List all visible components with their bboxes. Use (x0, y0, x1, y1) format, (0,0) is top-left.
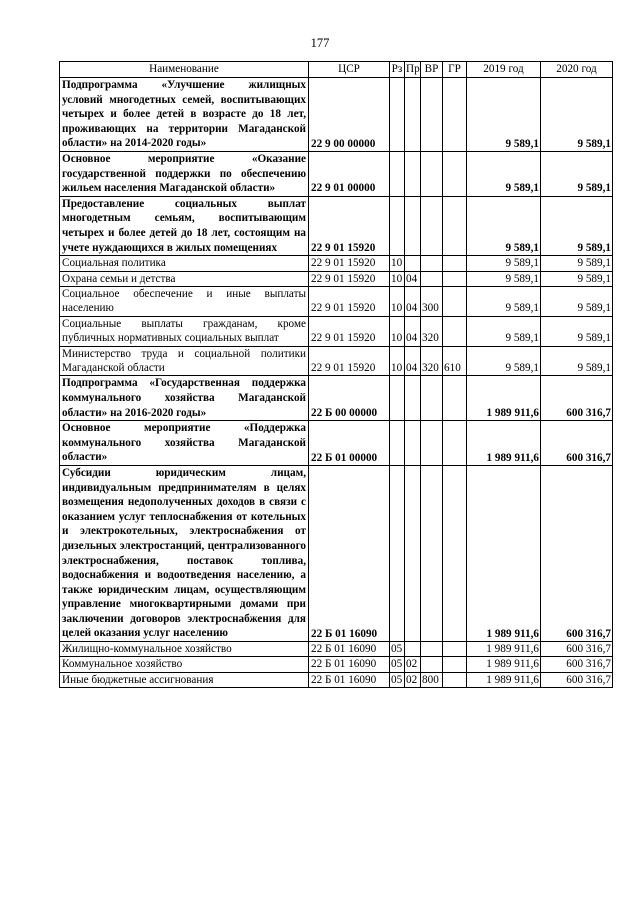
row-rz (390, 196, 405, 255)
row-pr (405, 376, 421, 421)
row-vr (421, 421, 443, 466)
row-gr: 610 (443, 346, 467, 376)
row-amount-2019: 9 589,1 (467, 196, 541, 255)
row-name: Основное мероприятие «Поддержка коммунального хозяйства Магаданской области» (60, 421, 309, 466)
row-amount-2019: 1 989 911,6 (467, 376, 541, 421)
row-amount-2019: 9 589,1 (467, 271, 541, 286)
row-gr (443, 271, 467, 286)
row-rz: 10 (390, 271, 405, 286)
row-amount-2019: 9 589,1 (467, 346, 541, 376)
header-2020: 2020 год (541, 62, 613, 78)
row-pr (405, 465, 421, 641)
row-name: Социальные выплаты гражданам, кроме публичных нормативных социальных выплат (60, 316, 309, 346)
row-amount-2020: 600 316,7 (541, 657, 613, 672)
table-row (60, 346, 613, 376)
row-vr (421, 271, 443, 286)
row-amount-2019: 9 589,1 (467, 286, 541, 316)
table-row (60, 256, 613, 271)
row-amount-2020: 600 316,7 (541, 465, 613, 641)
row-pr (405, 78, 421, 152)
row-pr: 04 (405, 271, 421, 286)
row-pr: 04 (405, 346, 421, 376)
header-2019: 2019 год (467, 62, 541, 78)
row-pr (405, 256, 421, 271)
row-pr (405, 151, 421, 196)
row-rz: 05 (390, 642, 405, 657)
budget-table (59, 61, 613, 688)
row-pr: 02 (405, 672, 421, 687)
row-csr: 22 9 01 15920 (309, 196, 390, 255)
row-csr: 22 Б 01 16090 (309, 642, 390, 657)
row-vr: 800 (421, 672, 443, 687)
row-gr (443, 286, 467, 316)
row-amount-2020: 9 589,1 (541, 346, 613, 376)
row-pr: 04 (405, 316, 421, 346)
row-amount-2019: 9 589,1 (467, 316, 541, 346)
row-amount-2020: 9 589,1 (541, 196, 613, 255)
row-vr (421, 376, 443, 421)
header-rz: Рз (390, 62, 405, 78)
row-rz: 10 (390, 286, 405, 316)
row-csr: 22 9 01 15920 (309, 316, 390, 346)
row-csr: 22 Б 01 00000 (309, 421, 390, 466)
row-gr (443, 465, 467, 641)
row-name: Министерство труда и социальной политики Магаданской области (60, 346, 309, 376)
row-rz: 10 (390, 256, 405, 271)
row-gr (443, 376, 467, 421)
row-pr (405, 642, 421, 657)
header-csr: ЦСР (309, 62, 390, 78)
table-row (60, 642, 613, 657)
row-vr (421, 465, 443, 641)
header-name: Наименование (60, 62, 309, 78)
table-row (60, 78, 613, 152)
row-gr (443, 196, 467, 255)
row-amount-2019: 1 989 911,6 (467, 465, 541, 641)
row-amount-2020: 9 589,1 (541, 271, 613, 286)
row-rz: 10 (390, 346, 405, 376)
row-gr (443, 316, 467, 346)
row-amount-2019: 9 589,1 (467, 78, 541, 152)
header-vr: ВР (421, 62, 443, 78)
row-name: Подпрограмма «Улучшение жилищных условий многодетных семей, воспитывающих четырех и более детей в возрасте до 18 лет, проживающих на территории Магаданской области» на 2014-2020 годы» (60, 78, 309, 152)
row-rz (390, 465, 405, 641)
row-rz: 05 (390, 657, 405, 672)
row-amount-2020: 600 316,7 (541, 376, 613, 421)
row-pr: 02 (405, 657, 421, 672)
table-row (60, 672, 613, 687)
row-csr: 22 9 01 00000 (309, 151, 390, 196)
row-amount-2019: 1 989 911,6 (467, 421, 541, 466)
row-amount-2020: 600 316,7 (541, 421, 613, 466)
row-amount-2020: 600 316,7 (541, 642, 613, 657)
row-csr: 22 Б 01 16090 (309, 657, 390, 672)
row-vr (421, 657, 443, 672)
row-amount-2020: 600 316,7 (541, 672, 613, 687)
row-rz (390, 376, 405, 421)
row-amount-2019: 9 589,1 (467, 256, 541, 271)
row-csr: 22 Б 00 00000 (309, 376, 390, 421)
row-vr (421, 196, 443, 255)
row-amount-2020: 9 589,1 (541, 316, 613, 346)
row-csr: 22 9 01 15920 (309, 271, 390, 286)
table-row (60, 196, 613, 255)
table-row (60, 271, 613, 286)
row-vr: 320 (421, 346, 443, 376)
row-vr (421, 256, 443, 271)
row-rz (390, 151, 405, 196)
row-gr (443, 672, 467, 687)
row-vr (421, 151, 443, 196)
row-name: Социальное обеспечение и иные выплаты населению (60, 286, 309, 316)
row-name: Жилищно-коммунальное хозяйство (60, 642, 309, 657)
row-csr: 22 9 01 15920 (309, 346, 390, 376)
table-row (60, 286, 613, 316)
row-vr: 320 (421, 316, 443, 346)
row-name: Подпрограмма «Государственная поддержка коммунального хозяйства Магаданской области» на 2016-2020 годы» (60, 376, 309, 421)
row-csr: 22 Б 01 16090 (309, 465, 390, 641)
row-csr: 22 9 01 15920 (309, 286, 390, 316)
row-rz (390, 421, 405, 466)
page-number: 177 (310, 36, 330, 50)
row-rz: 05 (390, 672, 405, 687)
row-csr: 22 9 01 15920 (309, 256, 390, 271)
table-row (60, 465, 613, 641)
row-rz: 10 (390, 316, 405, 346)
row-name: Социальная политика (60, 256, 309, 271)
row-amount-2019: 1 989 911,6 (467, 672, 541, 687)
table-row (60, 376, 613, 421)
row-vr: 300 (421, 286, 443, 316)
row-name: Охрана семьи и детства (60, 271, 309, 286)
table-row (60, 151, 613, 196)
row-csr: 22 9 00 00000 (309, 78, 390, 152)
row-amount-2019: 9 589,1 (467, 151, 541, 196)
row-name: Субсидии юридическим лицам, индивидуальным предпринимателям в целях возмещения недополученных доходов в связи с оказанием услуг теплоснабжения от котельных и электрокотельных, электроснабжения от дизельных электростанций, централизованного электроснабжения, поставок топлива, водоснабжения и водоотведения населению, а также юридическим лицам, осуществляющим управление многоквартирными домами при заключении договоров электроснабжения для целей оказания услуг населению (60, 465, 309, 641)
row-name: Иные бюджетные ассигнования (60, 672, 309, 687)
row-pr: 04 (405, 286, 421, 316)
row-pr (405, 421, 421, 466)
header-gr: ГР (443, 62, 467, 78)
table-row (60, 657, 613, 672)
row-name: Основное мероприятие «Оказание государственной поддержки по обеспечению жильем населения Магаданской области» (60, 151, 309, 196)
row-gr (443, 78, 467, 152)
header-pr: Пр (405, 62, 421, 78)
row-vr (421, 642, 443, 657)
row-gr (443, 421, 467, 466)
row-gr (443, 657, 467, 672)
row-name: Коммунальное хозяйство (60, 657, 309, 672)
row-amount-2020: 9 589,1 (541, 286, 613, 316)
row-name: Предоставление социальных выплат многодетным семьям, воспитывающим четырех и более детей до 18 лет, состоящим на учете нуждающихся в жилых помещениях (60, 196, 309, 255)
row-rz (390, 78, 405, 152)
row-amount-2019: 1 989 911,6 (467, 642, 541, 657)
row-pr (405, 196, 421, 255)
row-vr (421, 78, 443, 152)
row-amount-2019: 1 989 911,6 (467, 657, 541, 672)
table-header-row (60, 62, 613, 78)
row-amount-2020: 9 589,1 (541, 256, 613, 271)
row-csr: 22 Б 01 16090 (309, 672, 390, 687)
row-gr (443, 256, 467, 271)
row-gr (443, 151, 467, 196)
table-row (60, 316, 613, 346)
row-gr (443, 642, 467, 657)
table-row (60, 421, 613, 466)
row-amount-2020: 9 589,1 (541, 78, 613, 152)
row-amount-2020: 9 589,1 (541, 151, 613, 196)
